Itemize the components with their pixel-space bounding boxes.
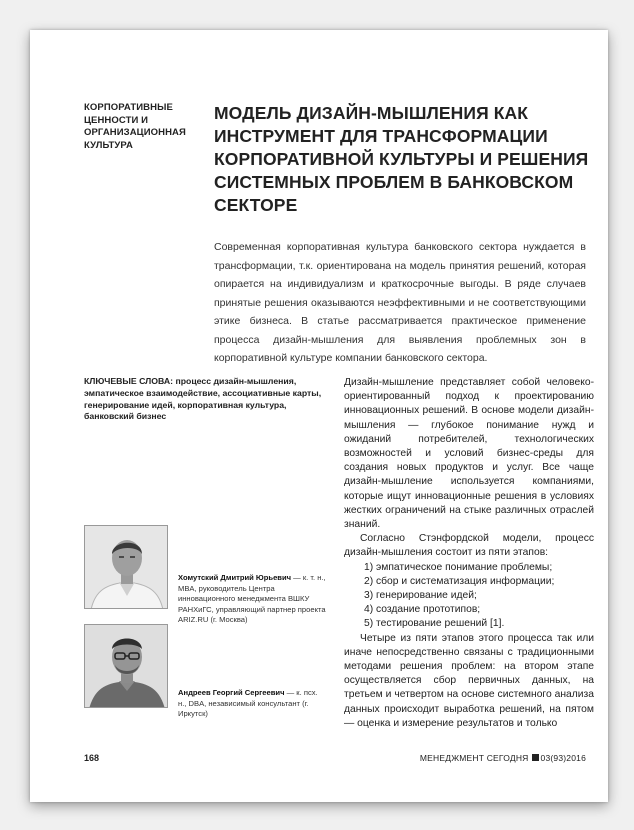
author-name-1: Хомутский Дмитрий Юрьевич <box>178 573 292 582</box>
journal-page <box>30 30 608 802</box>
list-item: 5) тестирование решений [1]. <box>364 618 505 630</box>
author-name-2: Андреев Георгий Сергеевич <box>178 688 285 697</box>
author-photo-1 <box>84 525 168 609</box>
author-bio-2 <box>178 688 328 720</box>
article-title: МОДЕЛЬ ДИЗАЙН-МЫШЛЕНИЯ КАК ИНСТРУМЕНТ ДЛЯ ТРАНСФОРМАЦИИ КОРПОРАТИВНОЙ КУЛЬТУРЫ И РЕШЕНИЯ СИСТЕМНЫХ ПРОБЛЕМ В БАНКОВСКОМ СЕКТОРЕ <box>214 103 589 215</box>
portrait-icon <box>85 625 168 708</box>
body-paragraph-2: Согласно Стэнфордской модели, процесс дизайн-мышления состоит из пяти этапов: <box>344 533 594 559</box>
square-icon <box>532 754 539 761</box>
journal-footer <box>420 753 586 763</box>
body-paragraph-1: Дизайн-мышление представляет собой человеко-ориентированный подход к проектированию инновационных решений. В основе модели дизайн-мышления — глубокое понимание нужд и ожиданий потребителей, технологических возможностей и условий бизнес-среды для создания новых продуктов и услуг. Все чаще дизайн-мышление используется компаниями, которые ищут инновационные решения в условиях жестких ограничений на стыке различных отраслей знаний. <box>344 377 594 531</box>
stages-list <box>344 561 594 632</box>
list-item: 3) генерирование идей; <box>364 590 477 602</box>
author-bio-1 <box>178 573 328 626</box>
keywords <box>84 376 330 423</box>
abstract: Современная корпоративная культура банковского сектора нуждается в трансформации, т.к. ориентирована на модель принятия решений, которая опирается на индивидуализм и краткосрочные выгоды. В ряде случаев принятые решения оказываются неэффективными и не соответствующими этике бизнеса. В статье рассматривается практическое применение процесса дизайн-мышления для выявления проблемных зон в корпоративной культуре компании банковского сектора. <box>214 241 586 364</box>
portrait-icon <box>85 526 168 609</box>
list-item: 4) создание прототипов; <box>364 604 481 616</box>
author-details-2: — к. псх. н., DBA, независимый консультант (г. Иркутск) <box>178 688 318 718</box>
list-item: 2) сбор и систематизация информации; <box>364 575 555 587</box>
journal-issue: 03(93)2016 <box>540 753 586 763</box>
author-details-1: — к. т. н., MBA, руководитель Центра инновационного менеджмента ВШКУ РАНХиГС, управляющий партнер проекта ARIZ.RU (г. Москва) <box>178 573 326 624</box>
author-photo-2 <box>84 624 168 708</box>
article-body <box>344 376 594 731</box>
keywords-label: КЛЮЧЕВЫЕ СЛОВА: <box>84 376 174 386</box>
keywords-text: процесс дизайн-мышления, эмпатическое взаимодействие, ассоциативные карты, генерирование идей, корпоративная культура, банковский бизнес <box>84 376 322 422</box>
journal-name: МЕНЕДЖМЕНТ СЕГОДНЯ <box>419 753 529 763</box>
section-label: КОРПОРАТИВНЫЕ ЦЕННОСТИ И ОРГАНИЗАЦИОННАЯ КУЛЬТУРА <box>84 102 186 151</box>
body-paragraph-3: Четыре из пяти этапов этого процесса так или иначе непосредственно связаны с традиционными методами решения проблем: на втором этапе осуществляется сбор первичных данных, на третьем и четвертом на основе системного анализа данных происходит выработка решений, на пятом — оценка и измерение результатов и только <box>344 632 594 729</box>
page-number: 168 <box>84 753 100 763</box>
list-item: 1) эмпатическое понимание проблемы; <box>364 561 553 573</box>
